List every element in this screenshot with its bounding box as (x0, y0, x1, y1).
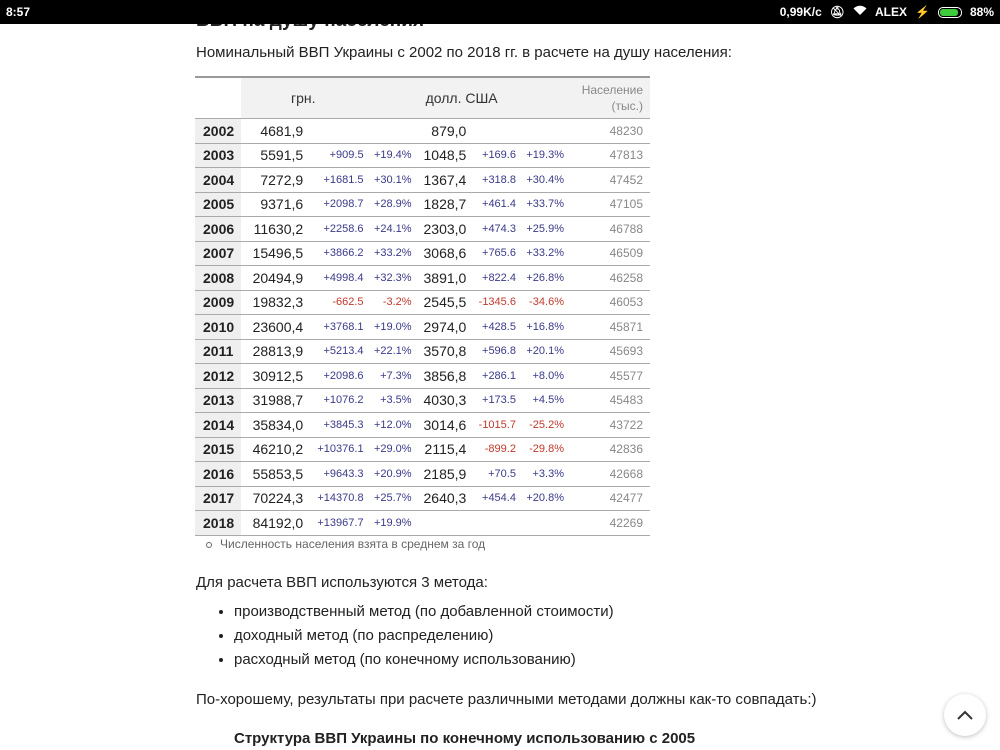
cell-uah-p: +33.2% (366, 241, 414, 266)
cell-usd-p: -34.6% (518, 290, 566, 315)
header-population: Население (тыс.) (566, 77, 650, 119)
cell-year: 2011 (195, 339, 241, 364)
table-row (195, 364, 650, 389)
cell-usd: 2115,4 (414, 437, 471, 462)
table-row (195, 486, 650, 511)
cell-uah: 5591,5 (241, 143, 307, 168)
cell-year: 2012 (195, 364, 241, 389)
cell-uah: 55853,5 (241, 462, 307, 487)
cell-uah-d: +3845.3 (307, 413, 365, 438)
cell-uah-p: +19.0% (366, 315, 414, 340)
battery-icon (938, 7, 962, 18)
cell-pop: 45577 (566, 364, 650, 389)
table-row (195, 290, 650, 315)
cell-pop: 47452 (566, 168, 650, 193)
cell-usd-d: +765.6 (470, 241, 518, 266)
cell-usd (414, 511, 471, 536)
cell-uah-p: +20.9% (366, 462, 414, 487)
cell-usd-d (470, 511, 518, 536)
cell-uah: 30912,5 (241, 364, 307, 389)
table-row (195, 143, 650, 168)
table-row (195, 437, 650, 462)
cell-year: 2016 (195, 462, 241, 487)
cell-usd-d: +461.4 (470, 192, 518, 217)
subsection-heading: Структура ВВП Украины по конечному использованию с 2005 (234, 730, 696, 747)
cell-usd: 1828,7 (414, 192, 471, 217)
cell-year: 2007 (195, 241, 241, 266)
cell-usd-p: +33.2% (518, 241, 566, 266)
header-uah: грн. (241, 77, 414, 119)
cell-uah: 23600,4 (241, 315, 307, 340)
cell-usd-p: +30.4% (518, 168, 566, 193)
cell-pop: 47813 (566, 143, 650, 168)
cell-usd-d: +596.8 (470, 339, 518, 364)
cell-uah: 46210,2 (241, 437, 307, 462)
cell-usd-p: +20.1% (518, 339, 566, 364)
cell-uah-p: +3.5% (366, 388, 414, 413)
cell-uah-d: +909.5 (307, 143, 365, 168)
cell-uah-p: +19.4% (366, 143, 414, 168)
cell-uah-d: +14370.8 (307, 486, 365, 511)
header-blank (195, 77, 241, 119)
cell-uah-d: +3866.2 (307, 241, 365, 266)
cell-uah-p: +12.0% (366, 413, 414, 438)
cell-uah-d: +1076.2 (307, 388, 365, 413)
cell-uah: 7272,9 (241, 168, 307, 193)
cell-usd-d: +318.8 (470, 168, 518, 193)
wifi-icon (853, 5, 867, 19)
cell-uah-p: +7.3% (366, 364, 414, 389)
cell-uah: 9371,6 (241, 192, 307, 217)
cell-uah: 11630,2 (241, 217, 307, 242)
cell-year: 2015 (195, 437, 241, 462)
cell-usd-d: +286.1 (470, 364, 518, 389)
cell-uah: 28813,9 (241, 339, 307, 364)
cell-usd: 879,0 (414, 119, 471, 144)
cell-usd-d: -1015.7 (470, 413, 518, 438)
conclusion-text: По-хорошему, результаты при расчете различными методами должны как-то совпадать:) (196, 691, 817, 708)
cell-usd-p: +8.0% (518, 364, 566, 389)
table-row (195, 388, 650, 413)
cell-usd: 2974,0 (414, 315, 471, 340)
cell-usd-p (518, 119, 566, 144)
cell-year: 2002 (195, 119, 241, 144)
cell-year: 2010 (195, 315, 241, 340)
scroll-to-top-button[interactable] (944, 694, 986, 736)
cell-uah-d: +10376.1 (307, 437, 365, 462)
cell-year: 2013 (195, 388, 241, 413)
cell-usd-d: +169.6 (470, 143, 518, 168)
cell-uah-d: +2098.7 (307, 192, 365, 217)
cell-year: 2008 (195, 266, 241, 291)
cell-year: 2014 (195, 413, 241, 438)
cell-uah-d: +3768.1 (307, 315, 365, 340)
clock: 8:57 (6, 5, 31, 19)
table-row (195, 413, 650, 438)
cell-pop: 42269 (566, 511, 650, 536)
cell-uah-p: +24.1% (366, 217, 414, 242)
cell-uah-p: +32.3% (366, 266, 414, 291)
cell-uah-d: +13967.7 (307, 511, 365, 536)
status-bar (0, 0, 1000, 24)
cell-usd-d: -1345.6 (470, 290, 518, 315)
cell-pop: 43722 (566, 413, 650, 438)
cell-usd: 2640,3 (414, 486, 471, 511)
cell-usd-d: +474.3 (470, 217, 518, 242)
cell-usd-p: +26.8% (518, 266, 566, 291)
cell-uah: 84192,0 (241, 511, 307, 536)
cell-uah-d: +4998.4 (307, 266, 365, 291)
methods-list (196, 600, 614, 672)
cell-usd-p: +25.9% (518, 217, 566, 242)
cell-uah-p: -3.2% (366, 290, 414, 315)
cell-uah: 35834,0 (241, 413, 307, 438)
cell-pop: 45483 (566, 388, 650, 413)
cell-uah-p: +28.9% (366, 192, 414, 217)
header-usd: долл. США (414, 77, 566, 119)
cell-pop: 46258 (566, 266, 650, 291)
cell-uah-d: +5213.4 (307, 339, 365, 364)
cell-uah-p: +19.9% (366, 511, 414, 536)
cell-usd: 3891,0 (414, 266, 471, 291)
cell-pop: 45871 (566, 315, 650, 340)
cell-usd-p: +4.5% (518, 388, 566, 413)
cell-uah: 31988,7 (241, 388, 307, 413)
mute-icon: 🔕︎ (829, 5, 845, 19)
table-row (195, 192, 650, 217)
cell-uah-d: +9643.3 (307, 462, 365, 487)
list-item: • производственный метод (по добавленной стоимости) (234, 600, 614, 624)
cell-usd-p: -29.8% (518, 437, 566, 462)
footnote: Численность населения взята в среднем за год (206, 537, 485, 551)
cell-usd: 1367,4 (414, 168, 471, 193)
cell-usd: 4030,3 (414, 388, 471, 413)
cell-pop: 42836 (566, 437, 650, 462)
cell-year: 2017 (195, 486, 241, 511)
cell-usd-p: +19.3% (518, 143, 566, 168)
cell-uah-d: +1681.5 (307, 168, 365, 193)
table-row (195, 315, 650, 340)
charging-icon: ⚡ (915, 5, 930, 19)
methods-intro: Для расчета ВВП используются 3 метода: (196, 574, 488, 591)
cell-uah: 70224,3 (241, 486, 307, 511)
list-item: • расходный метод (по конечному использованию) (234, 648, 614, 672)
cell-pop: 47105 (566, 192, 650, 217)
cell-usd: 2185,9 (414, 462, 471, 487)
cell-pop: 48230 (566, 119, 650, 144)
cell-uah-d: +2098.6 (307, 364, 365, 389)
cell-year: 2009 (195, 290, 241, 315)
cell-uah-d: -662.5 (307, 290, 365, 315)
table-row (195, 462, 650, 487)
cell-uah: 19832,3 (241, 290, 307, 315)
cell-year: 2004 (195, 168, 241, 193)
cell-usd-p: -25.2% (518, 413, 566, 438)
cell-usd-d: +822.4 (470, 266, 518, 291)
cell-uah-p: +22.1% (366, 339, 414, 364)
cell-usd-p: +16.8% (518, 315, 566, 340)
cell-uah-d: +2258.6 (307, 217, 365, 242)
cell-usd-p: +3.3% (518, 462, 566, 487)
cell-pop: 46509 (566, 241, 650, 266)
cell-usd: 3014,6 (414, 413, 471, 438)
cell-usd: 2303,0 (414, 217, 471, 242)
cell-usd-d: +428.5 (470, 315, 518, 340)
cell-uah-p: +25.7% (366, 486, 414, 511)
cell-usd: 3570,8 (414, 339, 471, 364)
gdp-per-capita-table (195, 76, 650, 536)
cell-usd: 1048,5 (414, 143, 471, 168)
chevron-up-icon (957, 710, 973, 720)
intro-text: Номинальный ВВП Украины с 2002 по 2018 гг. в расчете на душу населения: (196, 44, 732, 61)
cell-usd-d: -899.2 (470, 437, 518, 462)
cell-usd-d (470, 119, 518, 144)
cell-usd-d: +70.5 (470, 462, 518, 487)
network-speed: 0,99K/c (779, 5, 822, 19)
cell-uah-d (307, 119, 365, 144)
cell-pop: 42477 (566, 486, 650, 511)
cell-usd: 2545,5 (414, 290, 471, 315)
cell-year: 2006 (195, 217, 241, 242)
cell-usd-p (518, 511, 566, 536)
cell-usd-d: +173.5 (470, 388, 518, 413)
cell-uah-p (366, 119, 414, 144)
cell-usd-d: +454.4 (470, 486, 518, 511)
cell-uah: 4681,9 (241, 119, 307, 144)
list-item: • доходный метод (по распределению) (234, 624, 614, 648)
cell-uah-p: +30.1% (366, 168, 414, 193)
cell-pop: 45693 (566, 339, 650, 364)
cell-year: 2005 (195, 192, 241, 217)
table-row (195, 241, 650, 266)
carrier-name: ALEX (875, 5, 908, 19)
table-row (195, 168, 650, 193)
cell-uah-p: +29.0% (366, 437, 414, 462)
cell-usd: 3856,8 (414, 364, 471, 389)
cell-uah: 15496,5 (241, 241, 307, 266)
cell-pop: 46053 (566, 290, 650, 315)
table-row (195, 339, 650, 364)
cell-year: 2018 (195, 511, 241, 536)
cell-usd-p: +33.7% (518, 192, 566, 217)
table-row (195, 217, 650, 242)
circle-bullet-icon (206, 542, 212, 548)
cell-pop: 46788 (566, 217, 650, 242)
cell-year: 2003 (195, 143, 241, 168)
table-row (195, 511, 650, 536)
table-row (195, 119, 650, 144)
cell-uah: 20494,9 (241, 266, 307, 291)
battery-percent: 88% (969, 5, 994, 19)
cell-usd: 3068,6 (414, 241, 471, 266)
cell-pop: 42668 (566, 462, 650, 487)
table-row (195, 266, 650, 291)
cell-usd-p: +20.8% (518, 486, 566, 511)
